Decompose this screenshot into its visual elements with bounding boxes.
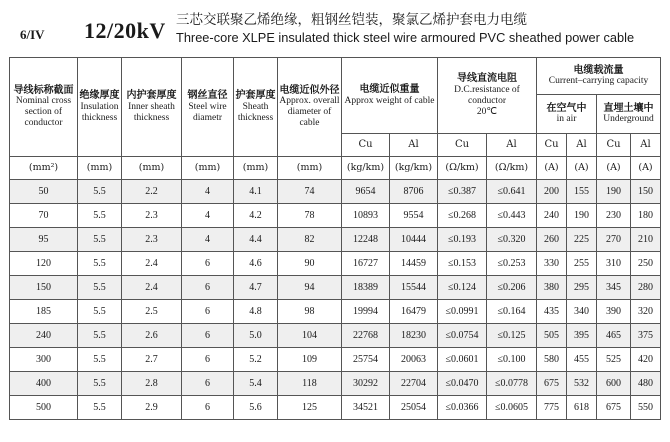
table-cell: 775 [537, 396, 567, 420]
table-cell: ≤0.0991 [438, 300, 487, 324]
table-cell: 22704 [390, 372, 438, 396]
table-cell: 5.0 [234, 324, 278, 348]
table-cell: ≤0.253 [487, 252, 537, 276]
header-in-air: 在空气中 in air [537, 95, 597, 134]
table-cell: 230 [597, 204, 631, 228]
table-cell: ≤0.268 [438, 204, 487, 228]
table-cell: 2.9 [122, 396, 182, 420]
sub-cu: Cu [342, 134, 390, 157]
table-row [10, 348, 661, 372]
table-cell: 550 [631, 396, 661, 420]
table-cell: 420 [631, 348, 661, 372]
table-cell: 2.5 [122, 300, 182, 324]
table-cell: 78 [278, 204, 342, 228]
header-weight: 电缆近似重量 Approx weight of cable [342, 58, 438, 134]
table-cell: 18389 [342, 276, 390, 300]
sub-al: Al [631, 134, 661, 157]
table-cell: 5.5 [78, 300, 122, 324]
table-cell: 280 [631, 276, 661, 300]
table-cell: 50 [10, 180, 78, 204]
table-cell: 5.5 [78, 204, 122, 228]
table-cell: 98 [278, 300, 342, 324]
table-cell: ≤0.124 [438, 276, 487, 300]
table-cell: 240 [10, 324, 78, 348]
table-cell: 12248 [342, 228, 390, 252]
table-cell: 74 [278, 180, 342, 204]
table-cell: 155 [567, 180, 597, 204]
header-overall-diameter: 电缆近似外径 Approx. overall diameter of cable [278, 58, 342, 157]
table-cell: 2.7 [122, 348, 182, 372]
model-code: 6/IV [20, 27, 45, 42]
spec-table [9, 57, 661, 420]
table-cell: 5.5 [78, 228, 122, 252]
table-cell: 5.5 [78, 276, 122, 300]
table-cell: 240 [537, 204, 567, 228]
unit-cell: (Ω/km) [487, 157, 537, 180]
table-cell: 260 [537, 228, 567, 252]
table-cell: 225 [567, 228, 597, 252]
sub-al: Al [390, 134, 438, 157]
table-cell: 34521 [342, 396, 390, 420]
unit-cell: (mm²) [10, 157, 78, 180]
table-row [10, 372, 661, 396]
table-cell: ≤0.0754 [438, 324, 487, 348]
sub-cu: Cu [537, 134, 567, 157]
unit-cell: (Ω/km) [438, 157, 487, 180]
table-cell: ≤0.641 [487, 180, 537, 204]
table-cell: ≤0.0601 [438, 348, 487, 372]
table-cell: ≤0.0470 [438, 372, 487, 396]
table-cell: 255 [567, 252, 597, 276]
table-cell: ≤0.153 [438, 252, 487, 276]
table-cell: 150 [631, 180, 661, 204]
unit-cell: (A) [631, 157, 661, 180]
table-cell: 6 [182, 348, 234, 372]
table-cell: 9554 [390, 204, 438, 228]
table-cell: 10893 [342, 204, 390, 228]
unit-cell: (mm) [78, 157, 122, 180]
table-cell: 4.8 [234, 300, 278, 324]
sub-cu: Cu [597, 134, 631, 157]
table-cell: 25754 [342, 348, 390, 372]
table-cell: 295 [567, 276, 597, 300]
unit-cell: (mm) [122, 157, 182, 180]
table-cell: 6 [182, 252, 234, 276]
table-cell: 25054 [390, 396, 438, 420]
table-cell: 5.5 [78, 180, 122, 204]
table-cell: ≤0.125 [487, 324, 537, 348]
header [0, 0, 670, 52]
table-cell: 480 [631, 372, 661, 396]
table-cell: ≤0.320 [487, 228, 537, 252]
table-cell: 4.7 [234, 276, 278, 300]
table-cell: ≤0.0778 [487, 372, 537, 396]
table-cell: 104 [278, 324, 342, 348]
header-underground: 直埋土壤中 Underground [597, 95, 661, 134]
table-cell: 150 [10, 276, 78, 300]
unit-cell: (mm) [278, 157, 342, 180]
table-cell: 320 [631, 300, 661, 324]
table-cell: 2.4 [122, 276, 182, 300]
table-cell: 435 [537, 300, 567, 324]
table-cell: 22768 [342, 324, 390, 348]
table-cell: 2.6 [122, 324, 182, 348]
table-cell: 4.4 [234, 228, 278, 252]
table-cell: 618 [567, 396, 597, 420]
table-cell: 390 [597, 300, 631, 324]
table-cell: 109 [278, 348, 342, 372]
header-inner-sheath: 内护套厚度 Inner sheath thickness [122, 58, 182, 157]
table-cell: 30292 [342, 372, 390, 396]
table-cell: 185 [10, 300, 78, 324]
table-cell: ≤0.100 [487, 348, 537, 372]
table-cell: 8706 [390, 180, 438, 204]
table-cell: ≤0.0605 [487, 396, 537, 420]
table-row [10, 300, 661, 324]
table-cell: 525 [597, 348, 631, 372]
table-row [10, 204, 661, 228]
table-cell: ≤0.387 [438, 180, 487, 204]
unit-cell: (kg/km) [390, 157, 438, 180]
table-cell: 95 [10, 228, 78, 252]
table-cell: 6 [182, 276, 234, 300]
table-cell: 4 [182, 180, 234, 204]
unit-cell: (mm) [234, 157, 278, 180]
table-cell: 4.6 [234, 252, 278, 276]
table-cell: 675 [597, 396, 631, 420]
table-cell: 4 [182, 204, 234, 228]
table-row [10, 276, 661, 300]
table-cell: 118 [278, 372, 342, 396]
table-cell: ≤0.206 [487, 276, 537, 300]
table-cell: 2.2 [122, 180, 182, 204]
table-cell: 600 [597, 372, 631, 396]
table-cell: 200 [537, 180, 567, 204]
table-cell: 190 [567, 204, 597, 228]
table-cell: 2.8 [122, 372, 182, 396]
table-cell: 2.3 [122, 228, 182, 252]
table-cell: 532 [567, 372, 597, 396]
table-cell: 20063 [390, 348, 438, 372]
table-cell: 5.2 [234, 348, 278, 372]
table-cell: 5.5 [78, 348, 122, 372]
header-cross-section: 导线标称截面 Nominal cross section of conductor [10, 58, 78, 157]
table-cell: 5.6 [234, 396, 278, 420]
table-cell: 345 [597, 276, 631, 300]
title-english: Three-core XLPE insulated thick steel wire armoured PVC sheathed power cable [176, 30, 635, 45]
table-cell: 16479 [390, 300, 438, 324]
table-cell: 580 [537, 348, 567, 372]
unit-cell: (A) [537, 157, 567, 180]
table-cell: ≤0.164 [487, 300, 537, 324]
table-cell: 505 [537, 324, 567, 348]
table-cell: 190 [597, 180, 631, 204]
table-cell: 5.5 [78, 372, 122, 396]
table-cell: 5.5 [78, 324, 122, 348]
sub-al: Al [487, 134, 537, 157]
table-cell: 16727 [342, 252, 390, 276]
table-cell: 250 [631, 252, 661, 276]
table-cell: 180 [631, 204, 661, 228]
table-cell: 675 [537, 372, 567, 396]
unit-cell: (mm) [182, 157, 234, 180]
table-cell: 125 [278, 396, 342, 420]
table-cell: 395 [567, 324, 597, 348]
table-cell: ≤0.443 [487, 204, 537, 228]
table-cell: 19994 [342, 300, 390, 324]
table-cell: 310 [597, 252, 631, 276]
table-cell: 2.3 [122, 204, 182, 228]
table-cell: 90 [278, 252, 342, 276]
unit-cell: (kg/km) [342, 157, 390, 180]
table-cell: 6 [182, 324, 234, 348]
table-cell: ≤0.0366 [438, 396, 487, 420]
table-cell: 10444 [390, 228, 438, 252]
table-cell: 5.5 [78, 252, 122, 276]
table-cell: 455 [567, 348, 597, 372]
table-cell: 380 [537, 276, 567, 300]
table-cell: 500 [10, 396, 78, 420]
table-cell: 2.4 [122, 252, 182, 276]
table-cell: 5.4 [234, 372, 278, 396]
units-row [10, 157, 661, 180]
table-cell: 340 [567, 300, 597, 324]
unit-cell: (A) [567, 157, 597, 180]
table-cell: 120 [10, 252, 78, 276]
table-cell: 82 [278, 228, 342, 252]
table-cell: 15544 [390, 276, 438, 300]
header-sheath: 护套厚度 Sheath thickness [234, 58, 278, 157]
table-cell: 330 [537, 252, 567, 276]
table-cell: 4.1 [234, 180, 278, 204]
table-cell: 270 [597, 228, 631, 252]
table-row [10, 228, 661, 252]
header-insulation: 绝缘厚度 Insulation thickness [78, 58, 122, 157]
table-cell: 4.2 [234, 204, 278, 228]
header-resistance: 导线直流电阻 D.C.resistance of conductor 20℃ [438, 58, 537, 134]
table-cell: 14459 [390, 252, 438, 276]
table-cell: 210 [631, 228, 661, 252]
table-cell: 94 [278, 276, 342, 300]
header-capacity: 电缆载流量 Current–carrying capacity [537, 58, 661, 95]
table-cell: 9654 [342, 180, 390, 204]
table-row [10, 396, 661, 420]
table-cell: ≤0.193 [438, 228, 487, 252]
voltage-rating: 12/20kV [84, 18, 166, 43]
table-cell: 4 [182, 228, 234, 252]
sub-al: Al [567, 134, 597, 157]
header-steel-wire: 钢丝直径 Steel wire diametr [182, 58, 234, 157]
table-cell: 6 [182, 396, 234, 420]
table-cell: 6 [182, 372, 234, 396]
table-cell: 18230 [390, 324, 438, 348]
unit-cell: (A) [597, 157, 631, 180]
table-row [10, 180, 661, 204]
table-cell: 6 [182, 300, 234, 324]
sub-cu: Cu [438, 134, 487, 157]
table-cell: 300 [10, 348, 78, 372]
title-chinese: 三芯交联聚乙烯绝缘，粗钢丝铠装，聚氯乙烯护套电力电缆 [176, 12, 527, 28]
table-row [10, 324, 661, 348]
table-cell: 465 [597, 324, 631, 348]
table-cell: 5.5 [78, 396, 122, 420]
table-body [10, 180, 661, 420]
table-row [10, 252, 661, 276]
table-cell: 375 [631, 324, 661, 348]
table-cell: 70 [10, 204, 78, 228]
table-cell: 400 [10, 372, 78, 396]
